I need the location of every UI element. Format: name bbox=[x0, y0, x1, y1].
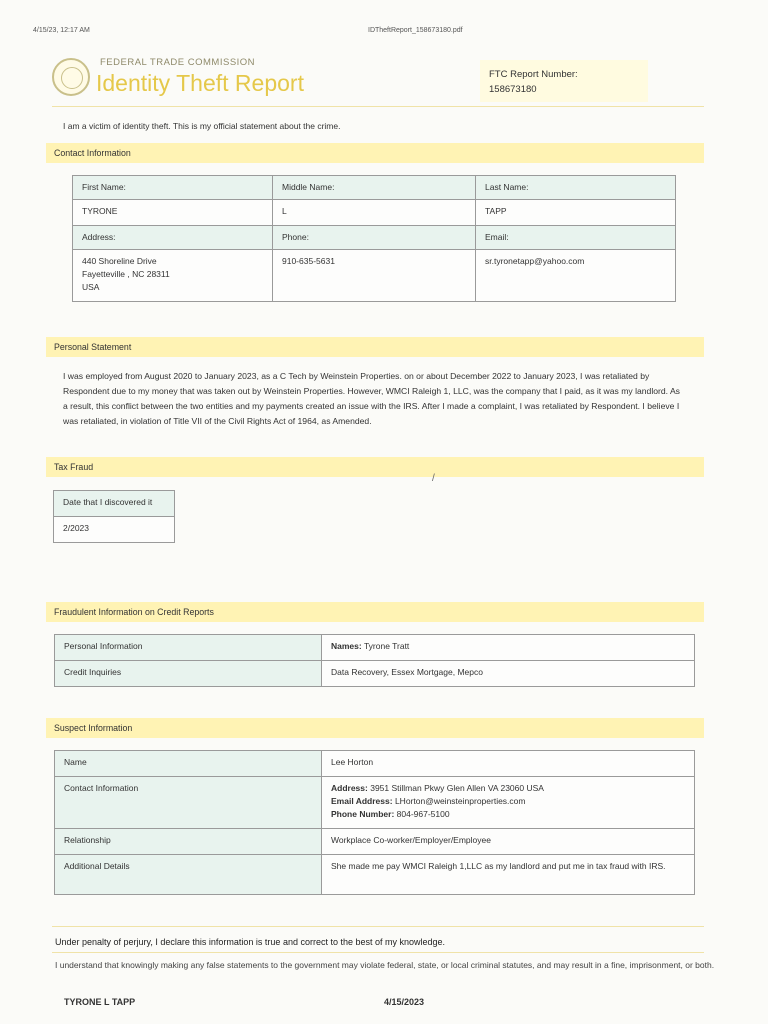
section-contact: Contact Information bbox=[46, 143, 704, 163]
credit-inquiries-label: Credit Inquiries bbox=[55, 661, 322, 687]
personal-information-value bbox=[322, 635, 695, 661]
discovery-date-label: Date that I discovered it bbox=[54, 491, 175, 517]
signature-name: TYRONE L TAPP bbox=[64, 997, 136, 1007]
page-title: Identity Theft Report bbox=[96, 70, 304, 96]
suspect-phone-label: Phone Number: bbox=[331, 809, 395, 819]
declaration-divider bbox=[52, 926, 704, 927]
suspect-email bbox=[331, 795, 685, 808]
credit-table bbox=[54, 634, 695, 687]
phone-label: Phone: bbox=[273, 226, 476, 250]
additional-details-label: Additional Details bbox=[55, 855, 322, 895]
relationship-label: Relationship bbox=[55, 829, 322, 855]
address-line-3: USA bbox=[82, 282, 100, 292]
header-divider bbox=[52, 106, 704, 107]
signature-date: 4/15/2023 bbox=[384, 997, 425, 1007]
perjury-statement: Under penalty of perjury, I declare this information is true and correct to the best of my knowledge. bbox=[55, 937, 446, 947]
address-label: Address: bbox=[73, 226, 273, 250]
first-name-label: First Name: bbox=[73, 176, 273, 200]
report-number-box bbox=[480, 60, 648, 102]
last-name-label: Last Name: bbox=[476, 176, 676, 200]
address-value bbox=[73, 250, 273, 302]
personal-statement-text: I was employed from August 2020 to January 2023, as a C Tech by Weinstein Properties. on or about December 2022 to January 2023, I was retaliated by Respondent due to my money that was taken out by Weinstein Properties. However, WMCI Raleigh 1, LLC, was the company that I paid, as it was my landlord. As a result, this conflict between the two entities and my payments created an issue with the IRS. After I made a complaint, I was retaliated by Respondent. I believe I was retaliated, in violation of Title VII of the Civil Rights Act of 1964, as Amended. bbox=[63, 371, 680, 426]
section-tax-fraud: Tax Fraud bbox=[46, 457, 704, 477]
additional-details-value: She made me pay WMCI Raleigh 1,LLC as my landlord and put me in tax fraud with IRS. bbox=[322, 855, 695, 895]
middle-name-label: Middle Name: bbox=[273, 176, 476, 200]
print-filename: IDTheftReport_158673180.pdf bbox=[368, 27, 463, 34]
suspect-name-value: Lee Horton bbox=[322, 751, 695, 777]
first-name-value: TYRONE bbox=[73, 200, 273, 226]
suspect-address-label: Address: bbox=[331, 783, 368, 793]
intro-text: I am a victim of identity theft. This is my official statement about the crime. bbox=[63, 121, 341, 131]
section-personal-statement: Personal Statement bbox=[46, 337, 704, 357]
suspect-email-label: Email Address: bbox=[331, 796, 393, 806]
section-credit-reports: Fraudulent Information on Credit Reports bbox=[46, 602, 704, 622]
contact-table bbox=[72, 175, 676, 302]
address-line-1: 440 Shoreline Drive bbox=[82, 256, 157, 266]
stray-mark: / bbox=[432, 473, 435, 484]
discovery-date-value: 2/2023 bbox=[54, 517, 175, 543]
agency-name: FEDERAL TRADE COMMISSION bbox=[100, 57, 256, 68]
credit-inquiries-value: Data Recovery, Essex Mortgage, Mepco bbox=[322, 661, 695, 687]
names-label: Names: bbox=[331, 641, 362, 651]
suspect-name-label: Name bbox=[55, 751, 322, 777]
section-suspect: Suspect Information bbox=[46, 718, 704, 738]
relationship-value: Workplace Co-worker/Employer/Employee bbox=[322, 829, 695, 855]
fine-print: I understand that knowingly making any false statements to the government may violate federal, state, or local criminal statutes, and may result in a fine, imprisonment, or both. bbox=[55, 960, 715, 970]
print-datetime: 4/15/23, 12:17 AM bbox=[33, 27, 90, 34]
suspect-address bbox=[331, 782, 685, 795]
suspect-phone-value: 804-967-5100 bbox=[396, 809, 450, 819]
report-number: 158673180 bbox=[489, 84, 537, 95]
middle-name-value: L bbox=[273, 200, 476, 226]
address-line-2: Fayetteville , NC 28311 bbox=[82, 269, 170, 279]
personal-information-label: Personal Information bbox=[55, 635, 322, 661]
tax-fraud-table bbox=[53, 490, 175, 543]
suspect-contact-label: Contact Information bbox=[55, 777, 322, 829]
perjury-divider bbox=[52, 952, 704, 953]
ftc-seal-icon bbox=[52, 58, 90, 96]
suspect-phone bbox=[331, 808, 685, 821]
suspect-table bbox=[54, 750, 695, 895]
email-value: sr.tyronetapp@yahoo.com bbox=[476, 250, 676, 302]
names-value: Tyrone Tratt bbox=[363, 641, 410, 651]
last-name-value: TAPP bbox=[476, 200, 676, 226]
phone-value: 910-635-5631 bbox=[273, 250, 476, 302]
report-number-label: FTC Report Number: bbox=[489, 69, 578, 80]
suspect-address-value: 3951 Stillman Pkwy Glen Allen VA 23060 USA bbox=[370, 783, 544, 793]
suspect-email-value: LHorton@weinsteinproperties.com bbox=[394, 796, 526, 806]
email-label: Email: bbox=[476, 226, 676, 250]
suspect-contact-value bbox=[322, 777, 695, 829]
